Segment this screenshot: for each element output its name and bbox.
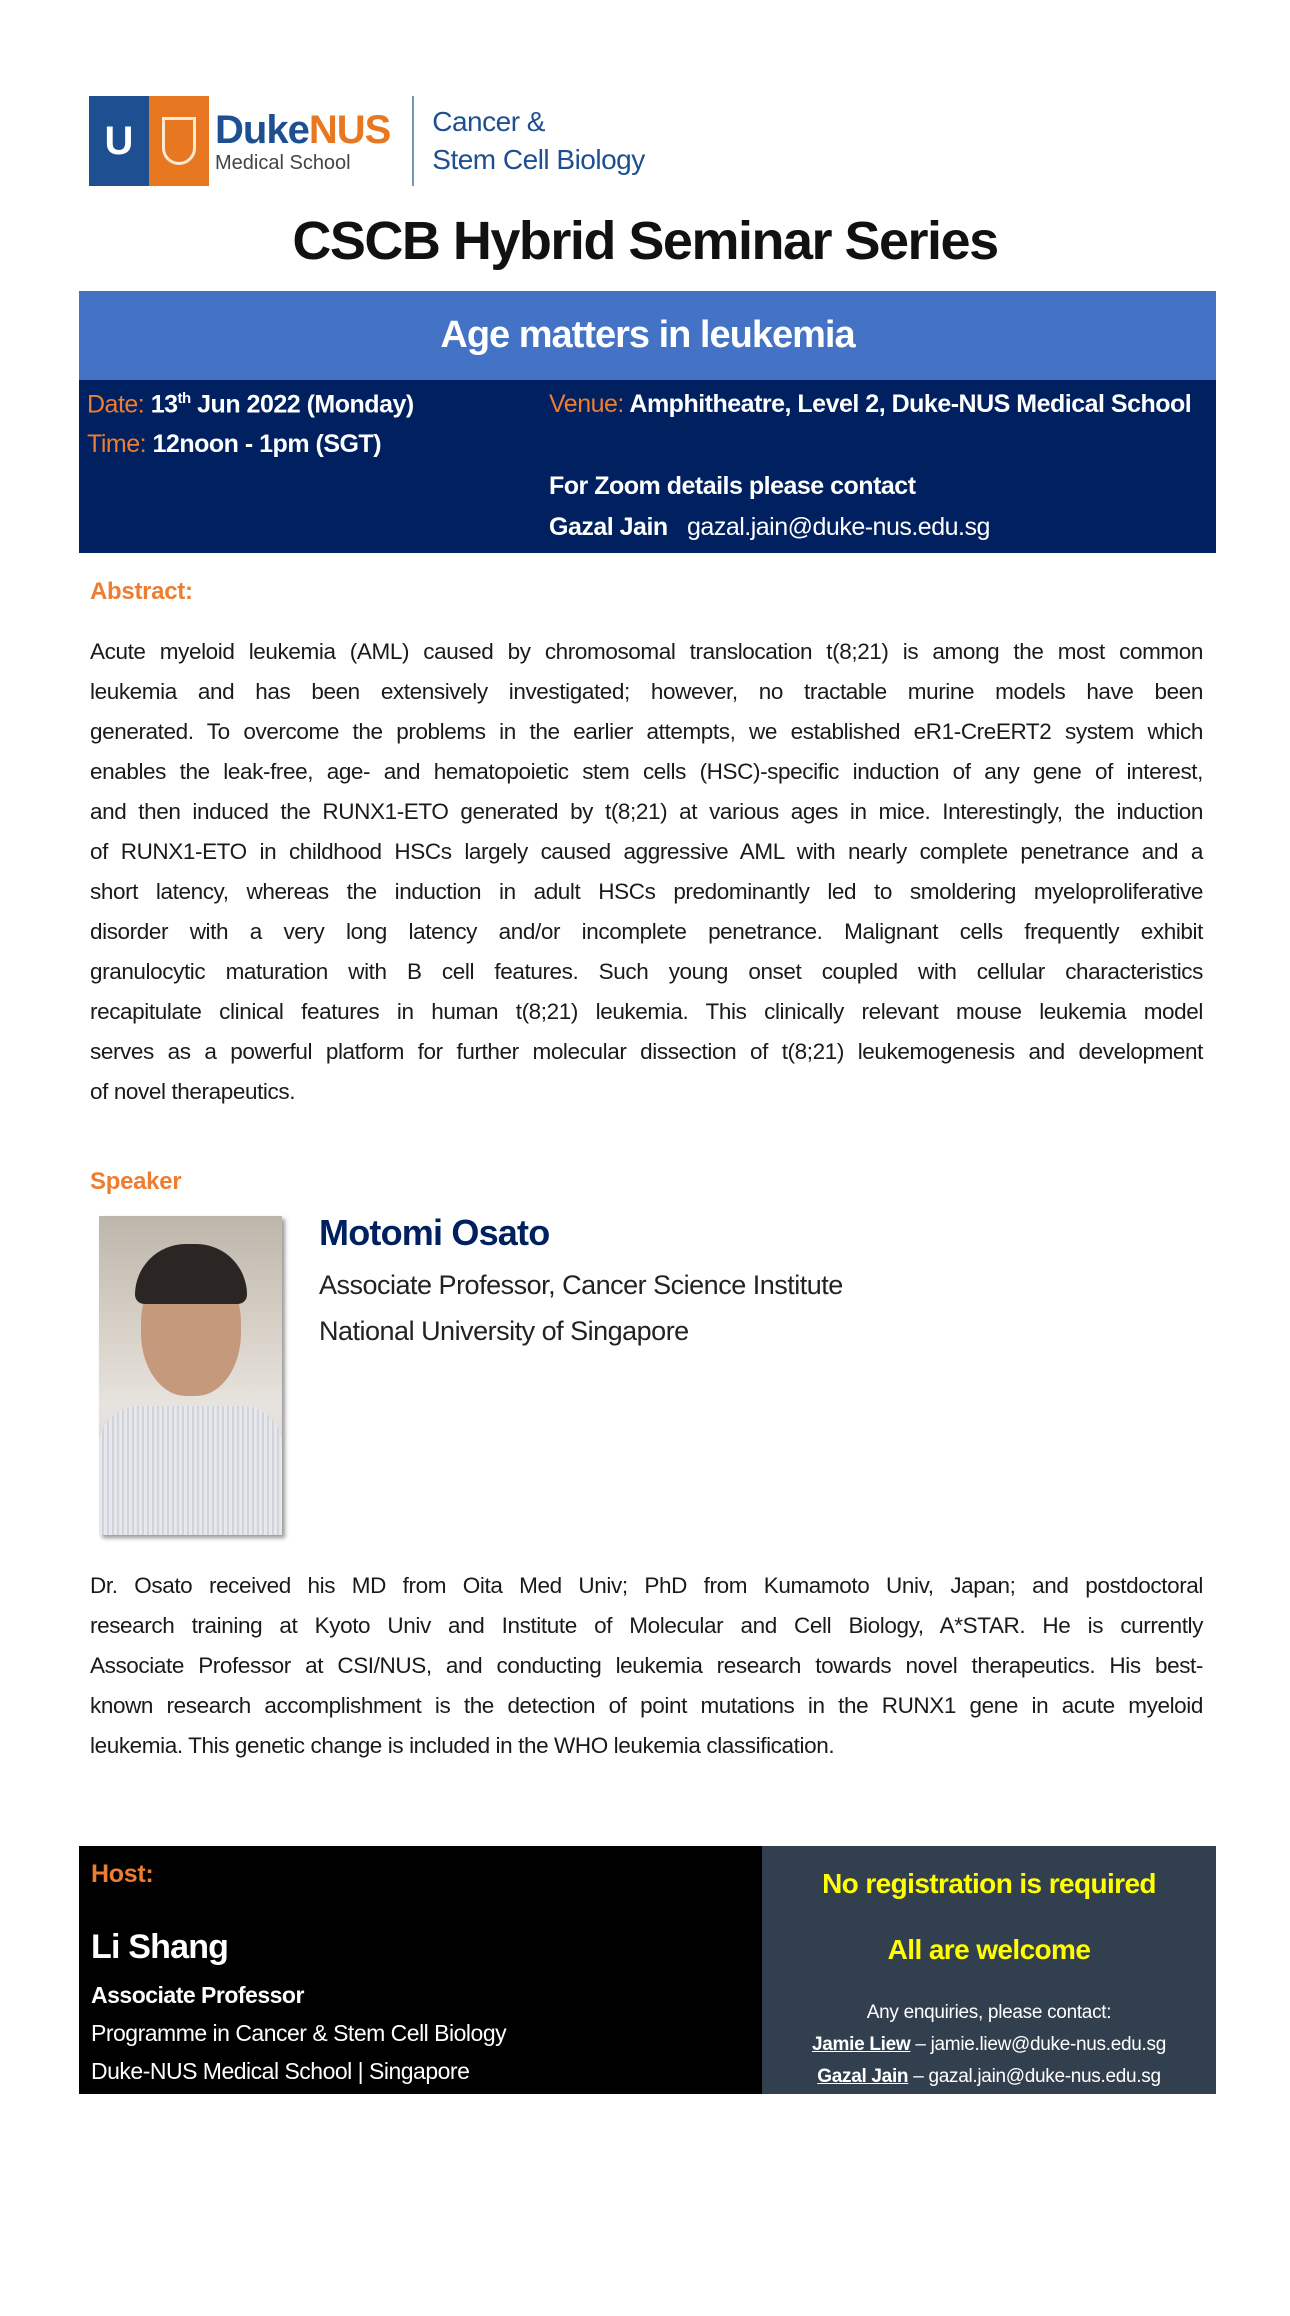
duke-shield-icon: U xyxy=(89,96,149,186)
date-day: 13 xyxy=(150,390,178,419)
venue-value: Amphitheatre, Level 2, Duke-NUS Medical School xyxy=(629,390,1192,418)
host-school: Duke-NUS Medical School | Singapore xyxy=(91,2058,470,2084)
text-line: leukemia and has been extensively investigated; however, no tractable murine models have been xyxy=(90,679,1203,704)
dept-line-2: Stem Cell Biology xyxy=(432,144,645,175)
text-line: leukemia. This genetic change is included in the WHO leukemia classification. xyxy=(90,1733,835,1758)
all-welcome-text: All are welcome xyxy=(887,1934,1091,1965)
duke-nus-logo xyxy=(89,96,645,186)
text-line: Associate Professor at CSI/NUS, and conducting leukemia research towards novel therapeutics. His best- xyxy=(90,1653,1203,1678)
registration-panel xyxy=(762,1846,1216,2094)
text-line: disorder with a very long latency and/or incomplete penetrance. Malignant cells frequently exhibit xyxy=(90,919,1203,944)
date-row xyxy=(87,390,414,419)
nus-crest-icon xyxy=(149,96,209,186)
logo-duke: Duke xyxy=(215,108,309,152)
text-line: known research accomplishment is the detection of point mutations in the RUNX1 gene in acute myeloid xyxy=(90,1693,1203,1718)
zoom-text: For Zoom details please contact xyxy=(549,472,916,500)
text-line: and then induced the RUNX1-ETO generated by t(8;21) at various ages in mice. Interestingly, the induction xyxy=(90,799,1203,824)
text-line: of novel therapeutics. xyxy=(90,1079,296,1104)
contact1-email: – jamie.liew@duke-nus.edu.sg xyxy=(910,2034,1166,2055)
speaker-photo xyxy=(99,1216,282,1535)
text-line: serves as a powerful platform for further molecular dissection of t(8;21) leukemogenesis and development xyxy=(90,1039,1203,1064)
time-value: 12noon - 1pm (SGT) xyxy=(152,430,382,458)
speaker-name: Motomi Osato xyxy=(319,1212,550,1253)
speaker-label: Speaker xyxy=(90,1168,182,1195)
speaker-affiliation: National University of Singapore xyxy=(319,1316,689,1346)
logo-divider xyxy=(412,96,414,186)
abstract-text xyxy=(90,632,1203,1112)
date-value: Jun 2022 (Monday) xyxy=(190,390,414,419)
text-line: research training at Kyoto Univ and Institute of Molecular and Cell Biology, A*STAR. He is currently xyxy=(90,1613,1203,1638)
speaker-position: Associate Professor, Cancer Science Institute xyxy=(319,1270,843,1300)
host-programme: Programme in Cancer & Stem Cell Biology xyxy=(91,2020,507,2046)
dept-line-1: Cancer & xyxy=(432,106,545,137)
host-name: Li Shang xyxy=(91,1928,229,1966)
host-label: Host: xyxy=(91,1860,154,1888)
text-line: recapitulate clinical features in human t(8;21) leukemia. This clinically relevant mouse leukemia model xyxy=(90,999,1203,1024)
abstract-label: Abstract: xyxy=(90,578,193,605)
page-title: CSCB Hybrid Seminar Series xyxy=(292,211,998,271)
text-line: enables the leak-free, age- and hematopoietic stem cells (HSC)-specific induction of any gene of interest, xyxy=(90,759,1203,784)
host-title: Associate Professor xyxy=(91,1982,304,2008)
text-line: of RUNX1-ETO in childhood HSCs largely caused aggressive AML with nearly complete penetrance and a xyxy=(90,839,1203,864)
date-label: Date: xyxy=(87,390,145,419)
contact2-email: – gazal.jain@duke-nus.edu.sg xyxy=(908,2066,1161,2087)
zoom-email-link[interactable]: gazal.jain@duke-nus.edu.sg xyxy=(687,513,990,541)
speaker-bio xyxy=(90,1566,1203,1766)
talk-title: Age matters in leukemia xyxy=(79,291,1216,380)
logo-school: Medical School xyxy=(215,152,351,174)
venue-row xyxy=(549,390,1191,419)
contact1-name: Jamie Liew xyxy=(811,2034,911,2055)
logo-nus: NUS xyxy=(308,108,391,152)
text-line: short latency, whereas the induction in adult HSCs predominantly led to smoldering myeloproliferative xyxy=(90,879,1203,904)
text-line: Dr. Osato received his MD from Oita Med Univ; PhD from Kumamoto Univ, Japan; and postdoctoral xyxy=(90,1573,1203,1598)
department-name xyxy=(432,96,644,186)
contact2-name: Gazal Jain xyxy=(817,2066,909,2087)
no-registration-text: No registration is required xyxy=(822,1868,1156,1899)
contact-jamie[interactable] xyxy=(762,2034,1216,2056)
enquiries-text: Any enquiries, please contact: xyxy=(866,2002,1112,2023)
date-sup: th xyxy=(177,390,191,407)
venue-label: Venue: xyxy=(549,390,624,418)
host-panel xyxy=(79,1846,762,2094)
event-details xyxy=(79,380,1216,553)
time-row xyxy=(87,430,381,459)
contact-gazal[interactable] xyxy=(762,2066,1216,2088)
text-line: granulocytic maturation with B cell features. Such young onset coupled with cellular characteristics xyxy=(90,959,1203,984)
time-label: Time: xyxy=(87,430,147,458)
text-line: Acute myeloid leukemia (AML) caused by chromosomal translocation t(8;21) is among the most common xyxy=(90,639,1203,664)
zoom-contact: Gazal Jain xyxy=(549,513,668,541)
text-line: generated. To overcome the problems in the earlier attempts, we established eR1-CreERT2 system which xyxy=(90,719,1203,744)
